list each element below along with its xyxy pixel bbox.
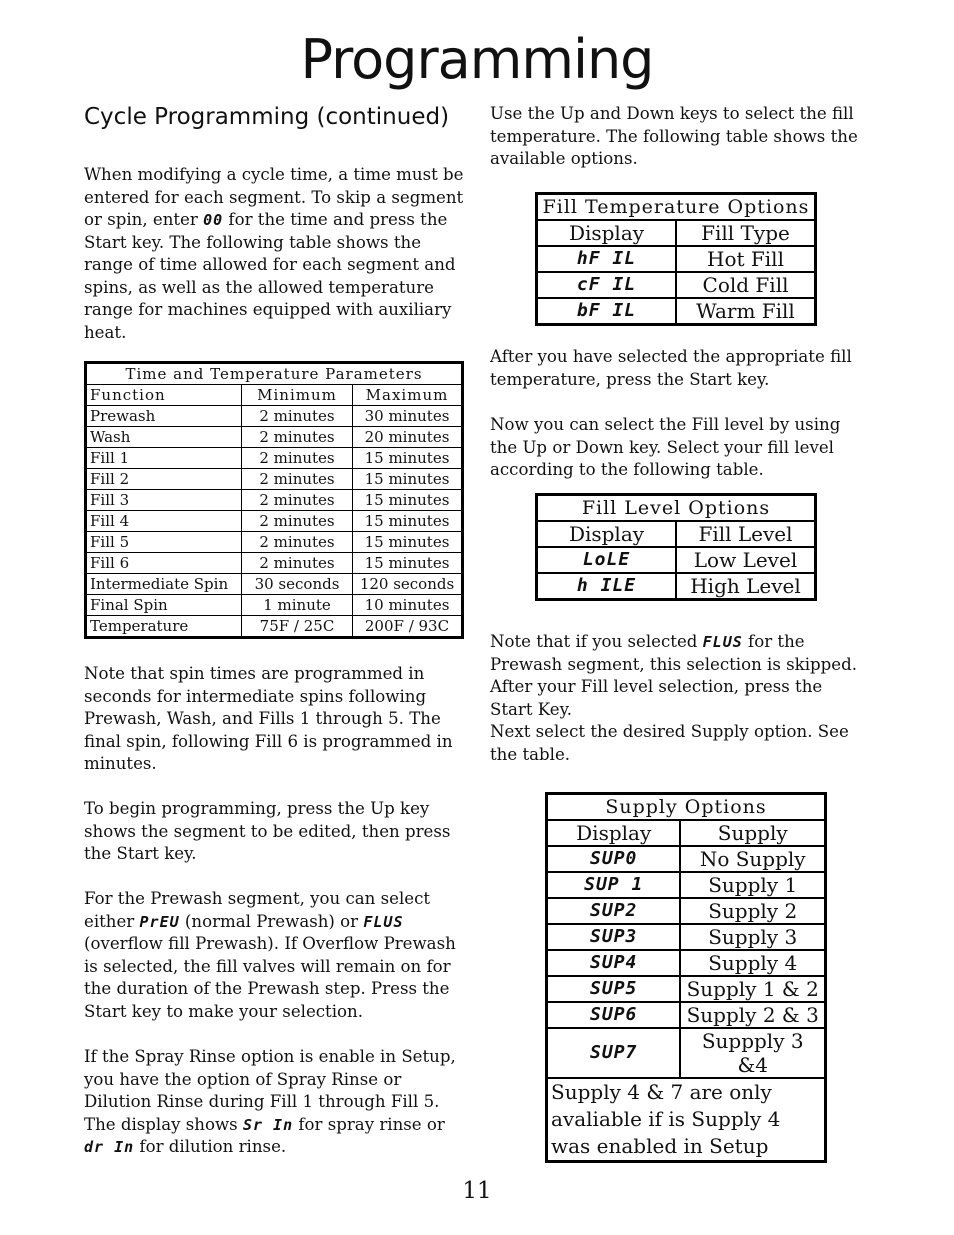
table-row [86,511,463,532]
function-cell: Fill 4 [86,511,242,532]
display-code-cell: SUP6 [547,1002,681,1028]
table-caption: Fill Temperature Options [537,194,816,221]
text: for dilution rinse. [134,1137,287,1156]
display-code-cell: LoLE [537,547,677,573]
table-header: Function [86,385,242,406]
option-cell: Hot Fill [676,246,816,272]
option-cell: Supply 2 [680,898,825,924]
maximum-cell: 10 minutes [353,595,463,616]
minimum-cell: 2 minutes [242,553,353,574]
maximum-cell: 15 minutes [353,511,463,532]
table-header: Display [537,220,677,246]
table-row [537,272,816,298]
minimum-cell: 2 minutes [242,469,353,490]
table-row [86,406,463,427]
supply-options-table [545,792,827,1163]
supply-intro: Next select the desired Supply option. See the table. [490,722,849,764]
option-cell: Low Level [676,547,816,573]
minimum-cell: 2 minutes [242,511,353,532]
table-row [86,427,463,448]
table-header: Supply [680,820,825,846]
minimum-cell: 2 minutes [242,406,353,427]
display-code: Sr In [242,1115,294,1134]
table-row [547,976,826,1002]
table-row [86,616,463,638]
minimum-cell: 75F / 25C [242,616,353,638]
table-row [547,950,826,976]
table-row [86,532,463,553]
display-code: FLUS [702,633,743,651]
maximum-cell: 15 minutes [353,490,463,511]
text: for the time and press the Start key. The following table shows the range of time allowed for each segment and spins, as well as the allowed temperature range for machines equipped with auxiliary heat. [84,210,456,342]
fill-temperature-table [535,192,817,326]
prewash-paragraph [84,888,469,1023]
option-cell: Supply 2 & 3 [680,1002,825,1028]
table-caption: Time and Temperature Parameters [86,363,463,385]
maximum-cell: 20 minutes [353,427,463,448]
option-cell: High Level [676,573,816,600]
maximum-cell: 120 seconds [353,574,463,595]
text: When modifying a cycle time, a time must be entered for each segment. To skip a segment or spin, enter [84,165,464,229]
option-cell: Suppply 3 &4 [680,1028,825,1078]
spin-times-paragraph: Note that spin times are programmed in seconds for intermediate spins following Prewash, Wash, and Fills 1 through 5. The final spin, following Fill 6 is programmed in minutes. [84,664,453,773]
display-code-cell: hF IL [537,246,677,272]
function-cell: Fill 1 [86,448,242,469]
function-cell: Fill 2 [86,469,242,490]
function-cell: Fill 6 [86,553,242,574]
cycle-time-paragraph [84,164,469,344]
page-title: Programming [300,28,654,91]
table-header: Display [537,521,677,547]
display-code-cell: cF IL [537,272,677,298]
minimum-cell: 1 minute [242,595,353,616]
function-cell: Fill 5 [86,532,242,553]
table-row [547,872,826,898]
table-caption: Supply Options [547,794,826,821]
text: for spray rinse or [293,1114,445,1134]
supply-note: Supply 4 & 7 are only avaliable if is Supply 4 was enabled in Setup [547,1078,826,1162]
maximum-cell: 15 minutes [353,469,463,490]
text: (overflow fill Prewash). If Overflow Prewash is selected, the fill valves will remain on for the duration of the Prewash step. Press the Start key to make your selection. [84,934,456,1021]
option-cell: Supply 1 & 2 [680,976,825,1002]
display-code-cell: SUP4 [547,950,681,976]
table-row [537,573,816,600]
fill-level-intro: Now you can select the Fill level by using the Up or Down key. Select your fill level according to the following table. [490,415,841,479]
option-cell: Supply 4 [680,950,825,976]
display-code: 00 [203,211,224,229]
option-cell: Warm Fill [676,298,816,325]
display-code: PrEU [139,912,180,931]
text: (normal Prewash) or [179,911,364,931]
table-caption: Fill Level Options [537,495,816,522]
option-cell: Supply 3 [680,924,825,950]
table-row [547,898,826,924]
function-cell: Wash [86,427,242,448]
function-cell: Fill 3 [86,490,242,511]
fill-temperature-intro: Use the Up and Down keys to select the fill temperature. The following table shows the available options. [490,104,858,168]
option-cell: Cold Fill [676,272,816,298]
page-number: 11 [462,1178,492,1204]
display-code-cell: h ILE [537,573,677,600]
table-row [86,469,463,490]
function-cell: Prewash [86,406,242,427]
table-header: Minimum [242,385,353,406]
option-cell: No Supply [680,846,825,872]
table-row [547,1028,826,1078]
time-temperature-table [84,361,464,639]
minimum-cell: 2 minutes [242,532,353,553]
table-row [86,553,463,574]
function-cell: Intermediate Spin [86,574,242,595]
display-code-cell: SUP2 [547,898,681,924]
minimum-cell: 2 minutes [242,490,353,511]
table-row [86,448,463,469]
table-header: Fill Type [676,220,816,246]
display-code-cell: SUP5 [547,976,681,1002]
table-note-row [547,1078,826,1162]
display-code-cell: bF IL [537,298,677,325]
display-code-cell: SUP7 [547,1028,681,1078]
fill-level-table [535,493,817,601]
text: for the Prewash segment, this selection is skipped. After your Fill level selection, press the Start Key. [490,632,857,719]
table-row [547,1002,826,1028]
minimum-cell: 30 seconds [242,574,353,595]
section-subtitle: Cycle Programming (continued) [84,104,450,130]
table-header: Fill Level [676,521,816,547]
maximum-cell: 200F / 93C [353,616,463,638]
table-row [547,846,826,872]
minimum-cell: 2 minutes [242,448,353,469]
function-cell: Temperature [86,616,242,638]
table-row [86,595,463,616]
maximum-cell: 15 minutes [353,553,463,574]
text: For the Prewash segment, you can select either [84,889,431,931]
maximum-cell: 15 minutes [353,448,463,469]
display-code-cell: SUP0 [547,846,681,872]
table-row [537,547,816,573]
option-cell: Supply 1 [680,872,825,898]
spray-rinse-paragraph [84,1046,469,1159]
table-row [537,298,816,325]
text: If the Spray Rinse option is enable in Setup, you have the option of Spray Rinse or Dilution Rinse during Fill 1 through Fill 5. The display shows [84,1047,456,1134]
table-row [86,490,463,511]
minimum-cell: 2 minutes [242,427,353,448]
begin-programming-paragraph: To begin programming, press the Up key shows the segment to be edited, then press the Start key. [84,799,451,863]
display-code-cell: SUP3 [547,924,681,950]
after-fill-temp-paragraph: After you have selected the appropriate fill temperature, press the Start key. [490,347,852,389]
table-row [86,574,463,595]
flus-note-paragraph [490,631,865,721]
table-header: Display [547,820,681,846]
maximum-cell: 30 minutes [353,406,463,427]
function-cell: Final Spin [86,595,242,616]
table-header: Maximum [353,385,463,406]
display-code: FLUS [363,912,404,931]
table-row [547,924,826,950]
display-code: dr In [84,1138,135,1156]
text: Note that if you selected [490,632,703,651]
table-row [537,246,816,272]
display-code-cell: SUP 1 [547,872,681,898]
maximum-cell: 15 minutes [353,532,463,553]
